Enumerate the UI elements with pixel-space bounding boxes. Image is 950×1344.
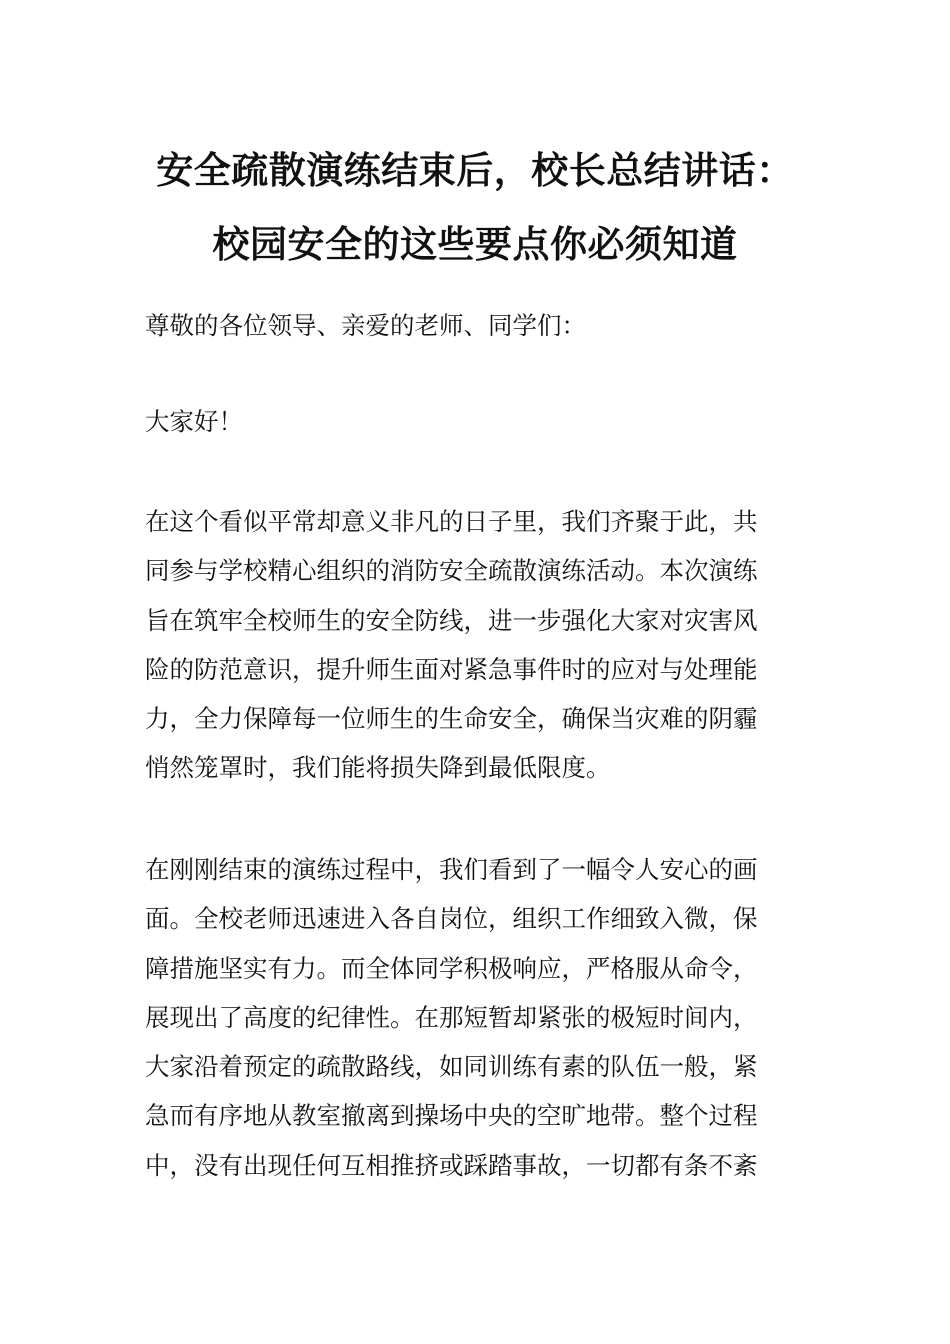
document-title-line-2: 校园安全的这些要点你必须知道 (212, 223, 738, 266)
document-title-line-1: 安全疏散演练结束后，校长总结讲话： (156, 149, 794, 192)
paragraph-2-line: 障措施坚实有力。而全体同学积极响应，严格服从命令， (145, 953, 758, 983)
paragraph-2 (145, 845, 810, 1190)
paragraph-1-line: 悄然笼罩时，我们能将损失降到最低限度。 (145, 753, 611, 783)
paragraph-1-line: 在这个看似平常却意义非凡的日子里，我们齐聚于此，共 (145, 507, 758, 536)
paragraph-2-line: 中，没有出现任何互相推挤或踩踏事故，一切都有条不紊 (145, 1150, 758, 1180)
paragraph-2-line: 急而有序地从教室撤离到操场中央的空旷地带。整个过程 (145, 1101, 758, 1131)
paragraph-2-line: 展现出了高度的纪律性。在那短暂却紧张的极短时间内， (145, 1002, 758, 1032)
paragraph-2-line: 大家沿着预定的疏散路线，如同训练有素的队伍一般，紧 (145, 1052, 758, 1082)
greeting (145, 397, 810, 446)
greeting-text: 大家好！ (145, 407, 243, 436)
salutation-text: 尊敬的各位领导、亲爱的老师、同学们： (145, 311, 586, 340)
paragraph-1-line: 力，全力保障每一位师生的生命安全，确保当灾难的阴霾 (145, 704, 758, 734)
paragraph-1 (145, 497, 810, 793)
paragraph-1-line: 险的防范意识，提升师生面对紧急事件时的应对与处理能 (145, 654, 758, 684)
salutation (145, 301, 810, 350)
paragraph-2-line: 面。全校老师迅速进入各自岗位，组织工作细致入微，保 (145, 904, 758, 934)
paragraph-1-line: 旨在筑牢全校师生的安全防线，进一步强化大家对灾害风 (145, 605, 758, 635)
paragraph-1-line: 同参与学校精心组织的消防安全疏散演练活动。本次演练 (145, 556, 758, 586)
paragraph-2-line: 在刚刚结束的演练过程中，我们看到了一幅令人安心的画 (145, 855, 758, 884)
